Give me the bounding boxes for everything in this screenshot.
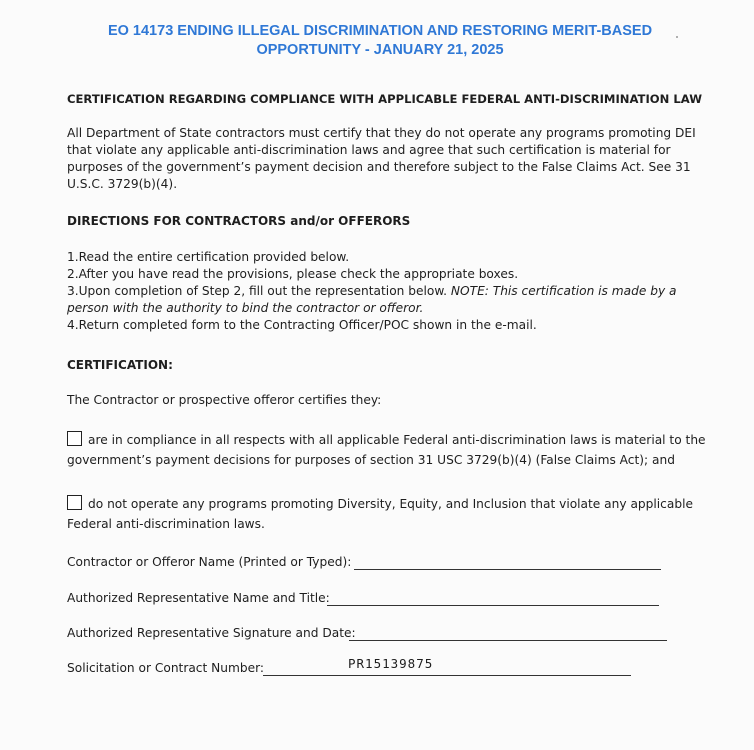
document-title: [60, 22, 700, 60]
contractor-name-field: [67, 554, 667, 572]
step-3: [67, 283, 707, 317]
no-dei-checkbox-row: [67, 494, 707, 534]
intro-paragraph: All Department of State contractors must certify that they do not operate any programs promoting DEI that violate any applicable anti-discrimination laws and agree that such certification is material for purposes of the government’s payment decision and therefore subject to the False Claims Act. See 31 U.S.C. 3729(b)(4).: [67, 126, 696, 191]
no-dei-checkbox-label: do not operate any programs promoting Diversity, Equity, and Inclusion that violate any applicable Federal anti-discrimination laws.: [67, 497, 693, 531]
scan-speck: [676, 36, 678, 38]
contractor-name-label: Contractor or Offeror Name (Printed or Typed):: [67, 555, 352, 569]
representative-name-field: [67, 590, 667, 608]
title-line-2: OPPORTUNITY - JANUARY 21, 2025: [256, 42, 504, 58]
step-3-note: NOTE: This certification is made by a person with the authority to bind the contractor or offeror.: [67, 284, 677, 315]
signature-date-field: [67, 625, 677, 643]
directions-steps: [67, 249, 707, 334]
solicitation-number-field: [67, 656, 637, 678]
certifies-statement: The Contractor or prospective offeror certifies they:: [67, 393, 382, 407]
title-line-1: EO 14173 ENDING ILLEGAL DISCRIMINATION AND RESTORING MERIT-BASED: [107, 23, 653, 39]
step-2: 2.After you have read the provisions, please check the appropriate boxes.: [67, 267, 519, 281]
step-4: 4.Return completed form to the Contracting Officer/POC shown in the e-mail.: [67, 318, 537, 332]
signature-date-input-line[interactable]: [349, 625, 667, 641]
representative-name-input-line[interactable]: [327, 590, 659, 606]
certification-regarding-heading: CERTIFICATION REGARDING COMPLIANCE WITH APPLICABLE FEDERAL ANTI-DISCRIMINATION LAW: [67, 92, 702, 106]
step-1: 1.Read the entire certification provided below.: [67, 250, 350, 264]
contractor-name-input-line[interactable]: [354, 554, 661, 570]
no-dei-checkbox[interactable]: [67, 495, 82, 510]
solicitation-number-label: Solicitation or Contract Number:: [67, 661, 265, 675]
solicitation-number-input-line[interactable]: [263, 656, 631, 676]
certification-heading: CERTIFICATION:: [67, 358, 173, 372]
step-3-text: 3.Upon completion of Step 2, fill out the representation below.: [67, 284, 448, 298]
compliance-checkbox[interactable]: [67, 431, 82, 446]
compliance-checkbox-label: are in compliance in all respects with all applicable Federal anti-discrimination laws is material to the government’s payment decisions for purposes of section 31 USC 3729(b)(4) (False Claims Act); and: [67, 433, 706, 467]
signature-date-label: Authorized Representative Signature and Date:: [67, 626, 356, 640]
solicitation-number-value: PR15139875: [348, 656, 434, 671]
compliance-checkbox-row: [67, 430, 707, 470]
representative-name-label: Authorized Representative Name and Title:: [67, 591, 330, 605]
directions-heading: DIRECTIONS FOR CONTRACTORS and/or OFFERORS: [67, 214, 411, 228]
